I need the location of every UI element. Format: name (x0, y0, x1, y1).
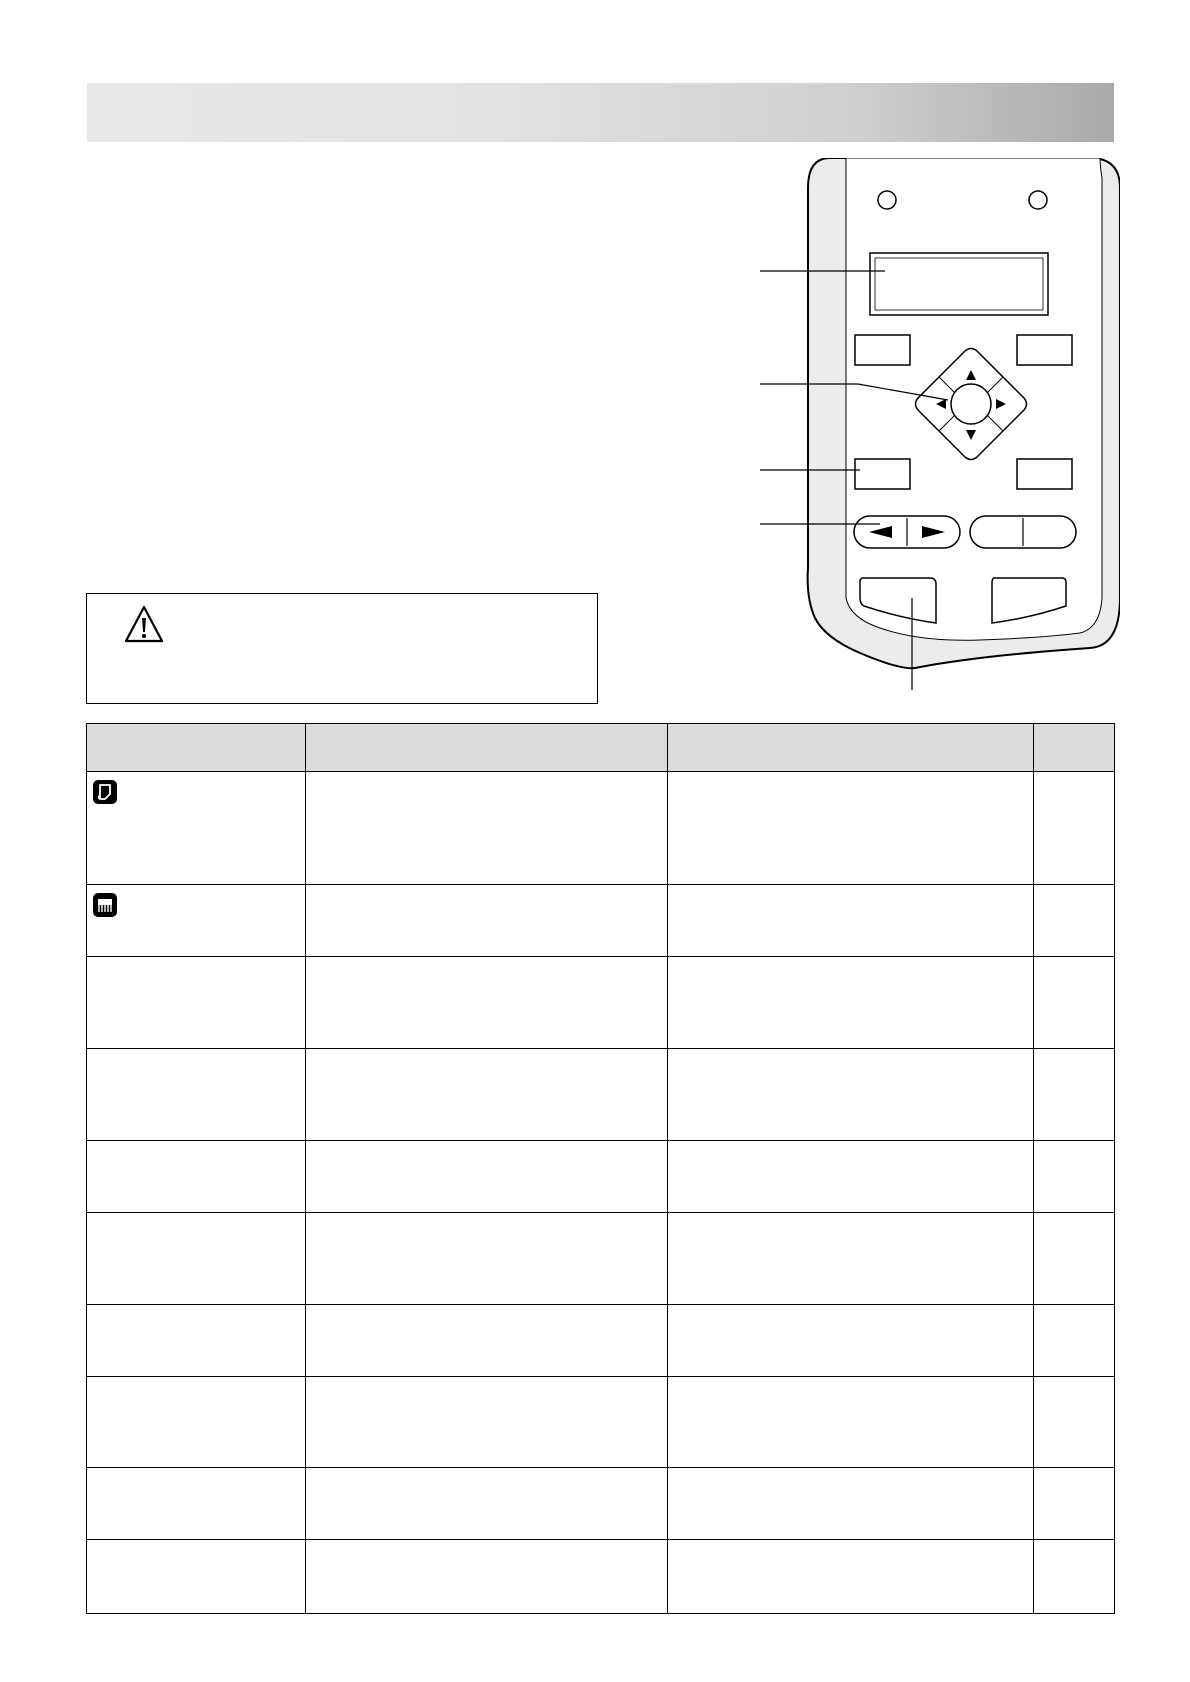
table-cell (1034, 1540, 1115, 1614)
table-cell (668, 957, 1034, 1049)
table-row (87, 957, 1115, 1049)
table-cell (1034, 772, 1115, 885)
caution-box (86, 593, 598, 704)
table-cell (87, 1305, 306, 1377)
table-cell (87, 1213, 306, 1305)
lower-left-button (855, 459, 910, 489)
table-cell (306, 885, 668, 957)
table-cell (1034, 957, 1115, 1049)
table-cell (1034, 885, 1115, 957)
table-row (87, 772, 1115, 885)
table-cell (668, 1141, 1034, 1213)
table-cell (306, 1468, 668, 1540)
table-cell (306, 1377, 668, 1468)
lower-right-button (1017, 459, 1072, 489)
table-cell (306, 1141, 668, 1213)
table-row (87, 1049, 1115, 1141)
table-cell (306, 772, 668, 885)
table-cell (668, 1305, 1034, 1377)
paper-feed-icon (93, 780, 117, 804)
table-row (87, 1305, 1115, 1377)
table-row (87, 1377, 1115, 1468)
table-cell (87, 772, 306, 885)
right-indicator-lamp (1029, 191, 1047, 209)
remote-control-diagram (760, 158, 1120, 698)
table-row (87, 1213, 1115, 1305)
table-row (87, 885, 1115, 957)
table-row (87, 1141, 1115, 1213)
table-cell (668, 1468, 1034, 1540)
table-cell (668, 772, 1034, 885)
table-cell (668, 1049, 1034, 1141)
cutter-icon (93, 893, 117, 917)
table-cell (1034, 1141, 1115, 1213)
upper-left-button (855, 335, 910, 365)
table-cell (306, 1213, 668, 1305)
table-cell (1034, 1377, 1115, 1468)
left-indicator-lamp (878, 191, 896, 209)
table-cell (87, 1049, 306, 1141)
table-cell (306, 1305, 668, 1377)
table-header-row (87, 724, 1115, 772)
table-row (87, 1468, 1115, 1540)
table-cell (87, 885, 306, 957)
table-header-cell (306, 724, 668, 772)
table-cell (668, 1540, 1034, 1614)
upper-right-button (1017, 335, 1072, 365)
section-header-band (87, 83, 1114, 142)
table-cell (87, 1540, 306, 1614)
table-cell (87, 957, 306, 1049)
table-header-cell (87, 724, 306, 772)
table-cell (668, 885, 1034, 957)
table-cell (668, 1377, 1034, 1468)
table-cell (306, 957, 668, 1049)
table-row (87, 1540, 1115, 1614)
table-cell (1034, 1468, 1115, 1540)
dpad-center-button (951, 384, 991, 424)
table-cell (306, 1049, 668, 1141)
table-cell (1034, 1305, 1115, 1377)
table-cell (306, 1540, 668, 1614)
table-header-cell (1034, 724, 1115, 772)
table-cell (668, 1213, 1034, 1305)
table-cell (1034, 1213, 1115, 1305)
lcd-screen (870, 253, 1048, 315)
table-header-cell (668, 724, 1034, 772)
caution-triangle-icon (123, 604, 165, 646)
table-cell (87, 1468, 306, 1540)
table-cell (87, 1377, 306, 1468)
function-table (86, 723, 1115, 1614)
table-cell (1034, 1049, 1115, 1141)
table-cell (87, 1141, 306, 1213)
